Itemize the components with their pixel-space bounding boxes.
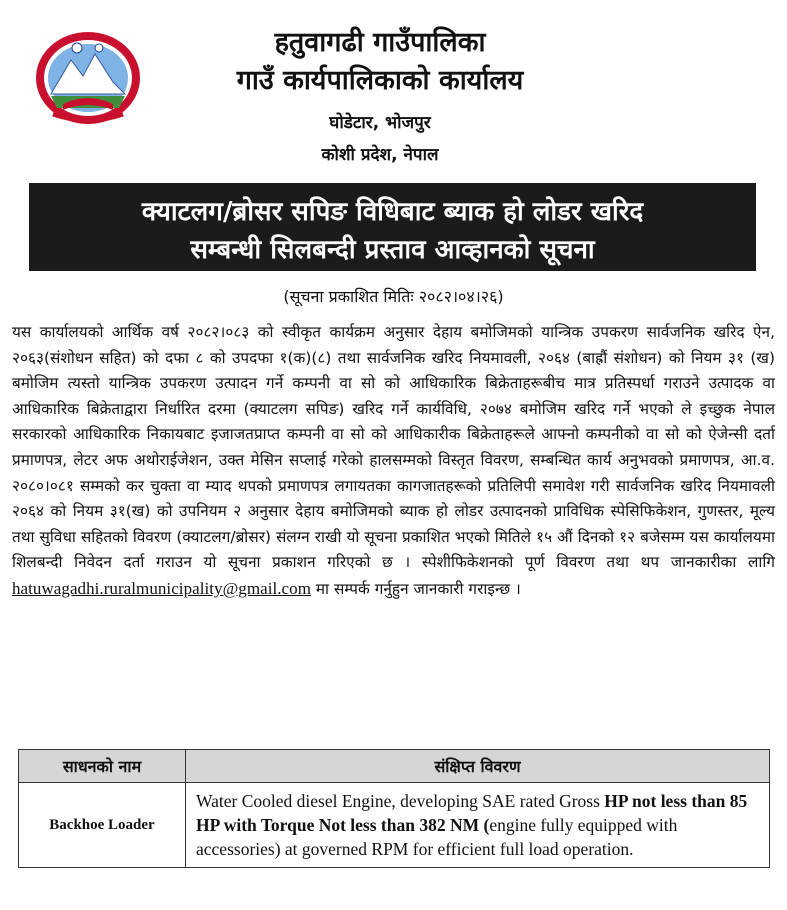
column-header-description: संक्षिप्त विवरण bbox=[186, 750, 770, 783]
description-text-2: engine fully equipped with accessories) at governed RPM for efficient full load operation. bbox=[196, 815, 678, 859]
office-location: घोडेटार, भोजपुर bbox=[329, 113, 431, 133]
table-header-row bbox=[19, 750, 770, 783]
description-text-bold: HP not less than 85 HP with Torque Not less than 382 NM ( bbox=[196, 791, 748, 835]
table-row bbox=[19, 783, 770, 868]
office-name: गाउँ कार्यपालिकाको कार्यालय bbox=[236, 65, 524, 96]
nepal-emblem-icon bbox=[33, 26, 143, 126]
municipality-name: हतुवागढी गाउँपालिका bbox=[274, 27, 486, 58]
office-province: कोशी प्रदेश, नेपाल bbox=[321, 145, 439, 165]
notice-body-main: यस कार्यालयको आर्थिक वर्ष २०८२।०८३ को स्वीकृत कार्यक्रम अनुसार देहाय बमोजिमको यान्त्रिक उपकरण सार्वजनिक खरिद ऐन, २०६३(संशोधन सहित) को दफा ८ को उपदफा १(क)(८) तथा सार्वजनिक खरिद नियमावली, २०६४ (बाह्रौं संशोधन) को नियम ३१ (ख) बमोजिम त्यस्तो यान्त्रिक उपकरण उत्पादन गर्ने कम्पनी वा सो को आधिकारिक बिक्रेताहरूबीच मात्र प्रतिस्पर्धा गराउने उत्पादक वा आधिकारिक बिक्रेताद्वारा निर्धारित दरमा (क्याटलग सपिङ) खरिद गर्ने कार्यविधि, २०७४ बमोजिम खरिद गर्ने भएको ले इच्छुक नेपाल सरकारको आधिकारिक निकायबाट इजाजतप्राप्त कम्पनी वा सो को आधिकारीक बिक्रेताहरूले आफ्नो कम्पनीको वा सो को ऐजेन्सी दर्ता प्रमाणपत्र, लेटर अफ अथोराईजेशन, उक्त मेसिन सप्लाई गरेको हालसम्मको विस्तृत विवरण, सम्बन्धित कार्य अनुभवको प्रमाणपत्र, आ.व. २०८०।०८१ सम्मको कर चुक्ता वा म्याद थपको प्रमाणपत्र लगायतका कागजातहरूको प्रतिलिपी समावेश गरी सार्वजनिक खरिद नियमावली २०६४ को नियम ३१(ख) को उपनियम २ अनुसार देहाय बमोजिमको ब्याक हो लोडर उत्पादनको प्राविधिक स्पेसिफिकेशन, गुणस्तर, मूल्य तथा सुविधा सहितको विवरण (क्याटलग/ब्रोसर) संलग्न राखी यो सूचना प्रकाशित भएको मितिले १५ औं दिनको १२ बजेसम्म यस कार्यालयमा शिलबन्दी निवेदन दर्ता गराउन यो सूचना प्रकाशन गरिएको छ । स्पेशीफिकेशनको पूर्ण विवरण तथा थप जानकारीका लागि bbox=[12, 323, 776, 572]
notice-body bbox=[12, 320, 775, 603]
contact-email-link[interactable]: hatuwagadhi.ruralmunicipality@gmail.com bbox=[12, 578, 311, 598]
notice-title-line1: क्याटलग/ब्रोसर सपिङ विधिबाट ब्याक हो लोडर खरिद bbox=[141, 197, 644, 227]
notice-body-tail: मा सम्पर्क गर्नुहुन जानकारी गराइन्छ । bbox=[315, 579, 521, 598]
notice-title-banner bbox=[29, 183, 756, 271]
equipment-description-cell bbox=[186, 783, 770, 868]
notice-title-line2: सम्बन्धी सिलबन्दी प्रस्ताव आव्हानको सूचना bbox=[190, 235, 595, 265]
equipment-table bbox=[18, 749, 770, 868]
equipment-name-cell: Backhoe Loader bbox=[19, 783, 186, 868]
column-header-equipment-name: साधनको नाम bbox=[19, 750, 186, 783]
publish-date: (सूचना प्रकाशित मितिः २०८२।०४।२६) bbox=[283, 287, 504, 306]
description-text-1: Water Cooled diesel Engine, developing SAE rated Gross bbox=[196, 791, 605, 811]
